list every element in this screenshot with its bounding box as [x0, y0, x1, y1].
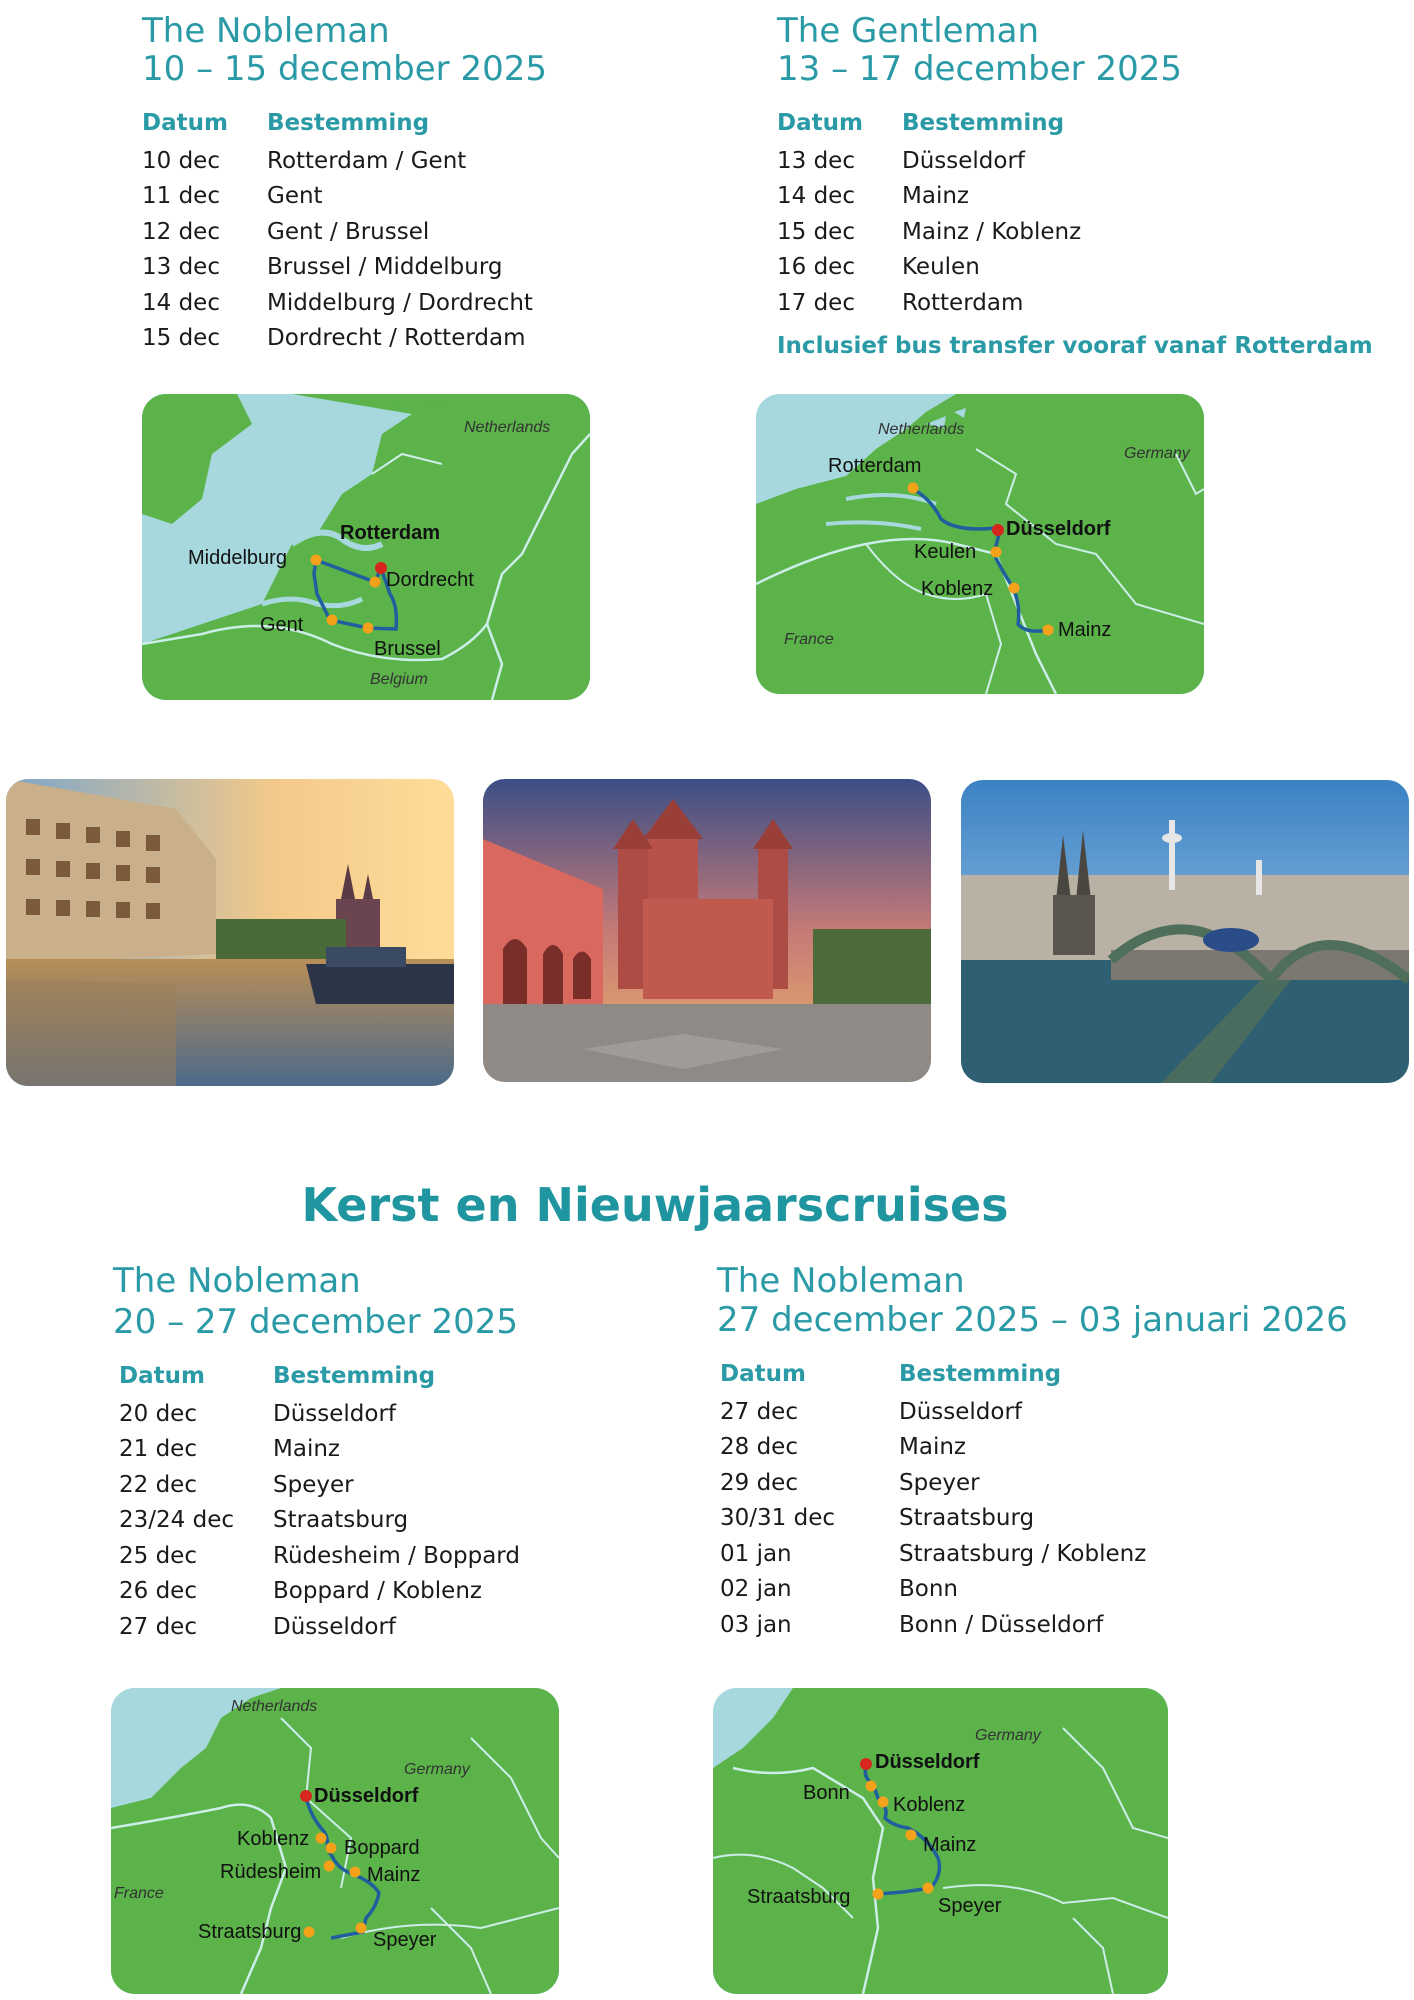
map-label-start: Rotterdam — [340, 522, 441, 544]
map-label-stop: Speyer — [373, 1929, 437, 1951]
table-row: 13 dec Brussel / Middelburg — [142, 254, 503, 281]
photo-mainz-cathedral — [483, 779, 931, 1082]
country-label-netherlands: Netherlands — [878, 421, 965, 438]
table-row: 17 dec Rotterdam — [777, 289, 1024, 316]
column-destination: Bestemming — [267, 110, 430, 136]
column-destination: Bestemming — [899, 1361, 1062, 1387]
map-label-stop: Straatsburg — [198, 1921, 302, 1943]
section-title: Kerst en Nieuwjaarscruises — [301, 1178, 1009, 1232]
route-map-3-svg — [111, 1688, 559, 1994]
map-label-start: Düsseldorf — [875, 1751, 980, 1773]
map-label-stop: Straatsburg — [747, 1886, 851, 1908]
stop-marker — [866, 1781, 877, 1792]
cruise-2-ship: The Gentleman — [777, 11, 1040, 51]
table-row: 01 jan Straatsburg / Koblenz — [720, 1540, 1147, 1567]
stop-marker — [873, 1889, 884, 1900]
cruise-3-dates: 20 – 27 december 2025 — [113, 1302, 518, 1342]
column-date: Datum — [142, 110, 228, 136]
cruise-2 — [777, 12, 1373, 359]
cruise-3 — [113, 1262, 520, 1645]
route-map-2-svg — [756, 394, 1204, 694]
stop-marker — [908, 483, 919, 494]
route-map-3 — [111, 1688, 559, 1994]
column-date: Datum — [119, 1363, 205, 1389]
map-label-stop: Boppard — [344, 1837, 420, 1859]
map-label-stop: Keulen — [914, 541, 977, 563]
table-row: 28 dec Mainz — [720, 1434, 966, 1461]
route-map-2 — [756, 394, 1204, 694]
table-row: 02 jan Bonn — [720, 1576, 959, 1603]
table-row: 23/24 dec Straatsburg — [119, 1507, 409, 1534]
map-label-stop: Rüdesheim — [220, 1861, 322, 1883]
table-row: 14 dec Middelburg / Dordrecht — [142, 289, 533, 316]
country-label-germany: Germany — [404, 1761, 470, 1778]
map-label-stop: Dordrecht — [386, 569, 474, 591]
map-label-stop: Gent — [260, 614, 304, 636]
stop-marker — [1009, 583, 1020, 594]
country-label-netherlands: Netherlands — [464, 419, 551, 436]
table-row: 15 dec Dordrecht / Rotterdam — [142, 325, 526, 352]
column-date: Datum — [720, 1361, 806, 1387]
cruise-3-ship: The Nobleman — [113, 1261, 361, 1301]
stop-marker — [991, 547, 1002, 558]
stop-marker — [304, 1927, 315, 1938]
map-label-start: Düsseldorf — [1006, 518, 1111, 540]
stop-marker — [356, 1923, 367, 1934]
table-row: 27 dec Düsseldorf — [119, 1613, 397, 1640]
photo-mainz-cathedral-svg — [483, 779, 931, 1082]
map-label-stop: Brussel — [374, 638, 441, 660]
country-label-germany: Germany — [975, 1727, 1041, 1744]
table-row: 16 dec Keulen — [777, 254, 980, 281]
cruise-2-dates: 13 – 17 december 2025 — [777, 49, 1182, 89]
map-label-stop: Koblenz — [237, 1828, 310, 1850]
table-row: 13 dec Düsseldorf — [777, 147, 1026, 174]
stop-marker — [878, 1797, 889, 1808]
photo-strasbourg-canal-svg — [6, 779, 454, 1086]
table-row: 14 dec Mainz — [777, 183, 969, 210]
stop-marker — [923, 1883, 934, 1894]
stop-marker — [1043, 625, 1054, 636]
table-row: 25 dec Rüdesheim / Boppard — [119, 1542, 520, 1569]
table-row: 27 dec Düsseldorf — [720, 1398, 1023, 1425]
stop-marker — [327, 615, 338, 626]
start-marker — [860, 1758, 872, 1770]
table-row: 29 dec Speyer — [720, 1469, 980, 1496]
column-destination: Bestemming — [902, 110, 1065, 136]
table-row: 12 dec Gent / Brussel — [142, 218, 430, 245]
map-label-stop: Rotterdam — [828, 455, 922, 477]
table-row: 22 dec Speyer — [119, 1471, 354, 1498]
map-label-stop: Koblenz — [893, 1794, 966, 1816]
stop-marker — [324, 1861, 335, 1872]
table-row: 10 dec Rotterdam / Gent — [142, 147, 467, 174]
transfer-note: Inclusief bus transfer vooraf vanaf Rotterdam — [777, 332, 1373, 359]
map-label-stop: Bonn — [803, 1782, 850, 1804]
table-row: 26 dec Boppard / Koblenz — [119, 1578, 482, 1605]
cruise-1 — [142, 12, 547, 356]
country-label-france: France — [784, 631, 834, 648]
start-marker — [300, 1790, 312, 1802]
stop-marker — [370, 577, 381, 588]
map-label-stop: Koblenz — [921, 578, 994, 600]
table-row: 20 dec Düsseldorf — [119, 1400, 397, 1427]
photo-strasbourg-canal — [6, 779, 454, 1086]
map-label-start: Düsseldorf — [314, 1785, 419, 1807]
photo-cologne-skyline-svg — [961, 780, 1409, 1083]
cruise-1-ship: The Nobleman — [142, 11, 390, 51]
map-label-stop: Speyer — [938, 1895, 1002, 1917]
route-map-4 — [713, 1688, 1168, 1994]
cruise-4-dates: 27 december 2025 – 03 januari 2026 — [717, 1300, 1348, 1340]
table-row: 30/31 dec Straatsburg — [720, 1505, 1035, 1532]
country-label-germany: Germany — [1124, 445, 1190, 462]
map-label-stop: Middelburg — [188, 547, 287, 569]
cruise-4-ship: The Nobleman — [717, 1261, 965, 1301]
itinerary-table-1 — [142, 108, 533, 356]
map-label-stop: Mainz — [1058, 619, 1112, 641]
stop-marker — [906, 1830, 917, 1841]
country-label-netherlands: Netherlands — [231, 1698, 318, 1715]
photo-cologne-skyline — [961, 780, 1409, 1083]
cruise-4 — [717, 1262, 1348, 1643]
stop-marker — [326, 1843, 337, 1854]
stop-marker — [311, 555, 322, 566]
route-map-1 — [142, 394, 590, 700]
country-label-france: France — [114, 1885, 164, 1902]
column-destination: Bestemming — [273, 1363, 436, 1389]
table-row: 21 dec Mainz — [119, 1436, 340, 1463]
country-label-belgium: Belgium — [370, 671, 428, 688]
route-map-4-svg — [713, 1688, 1168, 1994]
start-marker — [992, 524, 1004, 536]
map-label-stop: Mainz — [923, 1834, 977, 1856]
table-row: 03 jan Bonn / Düsseldorf — [720, 1611, 1104, 1638]
stop-marker — [363, 623, 374, 634]
table-row: 11 dec Gent — [142, 183, 323, 210]
table-row: 15 dec Mainz / Koblenz — [777, 218, 1082, 245]
itinerary-table-2 — [777, 108, 1081, 321]
itinerary-table-4 — [720, 1359, 1146, 1643]
route-map-1-svg — [142, 394, 590, 700]
column-date: Datum — [777, 110, 863, 136]
itinerary-table-3 — [119, 1361, 520, 1645]
map-label-stop: Mainz — [367, 1864, 421, 1886]
stop-marker — [316, 1833, 327, 1844]
cruise-1-dates: 10 – 15 december 2025 — [142, 49, 547, 89]
stop-marker — [350, 1867, 361, 1878]
